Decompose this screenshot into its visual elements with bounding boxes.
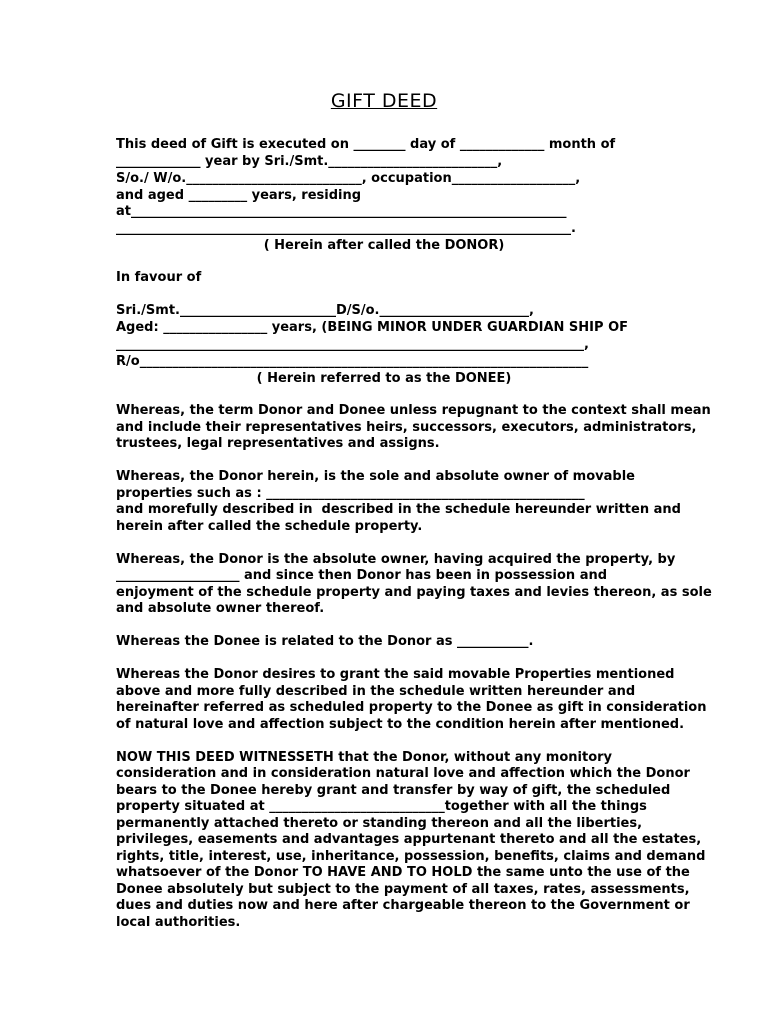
paragraph-line: Whereas the Donee is related to the Donor as ___________. [116, 634, 534, 649]
paragraph-line: local authorities. [116, 915, 241, 930]
paragraph-line: hereinafter referred as scheduled property to the Donee as gift in consideration [116, 700, 707, 715]
paragraph-line: bears to the Donee hereby grant and transfer by way of gift, the scheduled [116, 783, 671, 798]
paragraph-line: enjoyment of the schedule property and paying taxes and levies thereon, as sole [116, 585, 712, 600]
paragraph-line: properties such as : _________________________________________________ [116, 486, 585, 501]
paragraph-line: ___________________ and since then Donor has been in possession and [116, 568, 608, 583]
donee-line: Sri./Smt.________________________D/S/o._______________________, [116, 303, 534, 318]
paragraph-line: above and more fully described in the schedule written hereunder and [116, 684, 636, 699]
paragraph-line: dues and duties now and here after chargeable thereon to the Government or [116, 898, 690, 913]
donee-line: ________________________________________________________________________, [116, 337, 589, 352]
paragraph-line: of natural love and affection subject to the condition herein after mentioned. [116, 717, 685, 732]
in-favour-heading: In favour of [116, 270, 202, 285]
paragraph-line: and morefully described in described in the schedule hereunder written and [116, 502, 681, 517]
paragraph-line: consideration and in consideration natural love and affection which the Donor [116, 766, 690, 781]
paragraph-line: Whereas the Donor desires to grant the said movable Properties mentioned [116, 667, 675, 682]
paragraph-line: trustees, legal representatives and assigns. [116, 436, 440, 451]
paragraph-line: Whereas, the term Donor and Donee unless repugnant to the context shall mean [116, 403, 711, 418]
donor-line: _____________ year by Sri./Smt.__________________________, [116, 154, 503, 169]
paragraph-line: and absolute owner thereof. [116, 601, 325, 616]
donor-line: ______________________________________________________________________. [116, 221, 576, 236]
donee-line: R/o_____________________________________________________________________ [116, 354, 589, 369]
document-title: GIFT DEED [330, 90, 438, 112]
paragraph-line: Donee absolutely but subject to the payment of all taxes, rates, assessments, [116, 882, 690, 897]
paragraph-line: rights, title, interest, use, inheritance, possession, benefits, claims and demand [116, 849, 706, 864]
paragraph-line: Whereas, the Donor herein, is the sole and absolute owner of movable [116, 469, 635, 484]
donor-label: ( Herein after called the DONOR) [263, 238, 505, 253]
donor-line: and aged _________ years, residing [116, 188, 362, 203]
paragraph-line: Whereas, the Donor is the absolute owner, having acquired the property, by [116, 552, 676, 567]
paragraph-line: privileges, easements and advantages appurtenant thereto and all the estates, [116, 832, 702, 847]
paragraph-line: NOW THIS DEED WITNESSETH that the Donor, without any monitory [116, 750, 613, 765]
donor-line: This deed of Gift is executed on ________ day of _____________ month of [116, 137, 616, 152]
paragraph-line: property situated at ___________________________together with all the things [116, 799, 647, 814]
paragraph-line: herein after called the schedule property. [116, 519, 423, 534]
paragraph-line: whatsoever of the Donor TO HAVE AND TO HOLD the same unto the use of the [116, 865, 690, 880]
donor-line: at___________________________________________________________________ [116, 204, 567, 219]
paragraph-line: and include their representatives heirs, successors, executors, administrators, [116, 420, 697, 435]
donee-line: Aged: ________________ years, (BEING MINOR UNDER GUARDIAN SHIP OF [116, 320, 629, 335]
paragraph-line: permanently attached thereto or standing thereon and all the liberties, [116, 816, 643, 831]
donee-label: ( Herein referred to as the DONEE) [256, 371, 512, 386]
donor-line: S/o./ W/o.___________________________, occupation___________________, [116, 171, 581, 186]
